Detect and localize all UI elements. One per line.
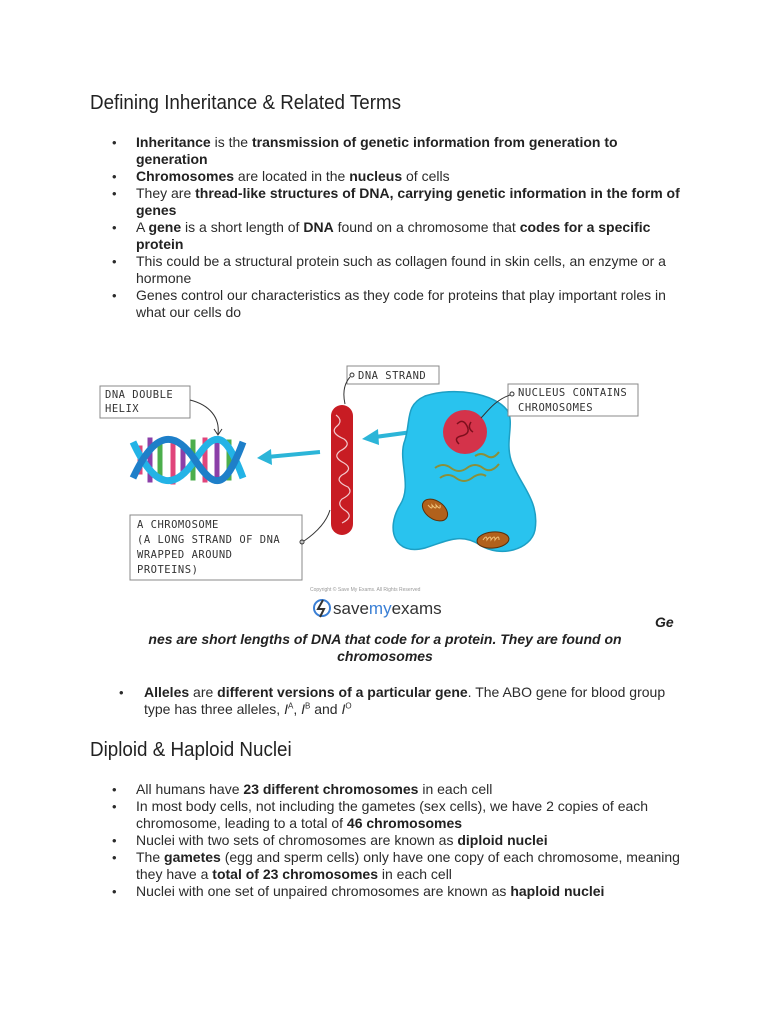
text: This could be a structural protein such as collagen found in skin cells, an enzyme or a hormone [136,253,666,286]
list-item [112,185,682,219]
text: , [293,701,302,717]
allele-superscript: B [305,701,311,711]
dna-chromosome-diagram [95,360,655,622]
bold-term: codes for a specific protein [136,219,651,252]
inheritance-bullet-list [112,134,682,321]
brand-text: savemyexams [333,599,442,618]
bold-term: nucleus [349,168,403,184]
list-item [112,287,682,321]
bold-term: diploid nuclei [457,832,548,848]
list-item [112,883,682,900]
label-chromosome-4: PROTEINS) [137,564,199,576]
text: Genes control our characteristics as they code for proteins that play important roles in what our cells do [136,287,666,320]
text: found on a chromosome that [333,219,520,235]
bold-term: transmission of genetic information from generation to generation [136,134,618,167]
bold-term: Alleles [144,684,190,700]
bold-term: 46 chromosomes [346,815,463,831]
bold-term: 23 different chromosomes [243,781,419,797]
list-item [119,684,689,718]
allele-symbol: I [301,701,305,717]
text: is a short length of [181,219,304,235]
text: are [189,684,218,700]
text: A [136,219,149,235]
text: and [310,701,342,717]
list-item [112,849,682,883]
list-item [112,781,682,798]
text: of cells [402,168,450,184]
list-item [112,798,682,832]
caption-start: Ge [655,614,674,630]
chromosome-illustration [331,405,353,535]
list-item [112,168,682,185]
text: are located in the [234,168,350,184]
allele-symbol: I [341,701,346,717]
label-dna-double-helix-1: DNA DOUBLE [105,389,174,401]
bold-term: Chromosomes [136,168,235,184]
text: Nuclei with two sets of chromosomes are known as [136,832,458,848]
dna-double-helix-illustration [133,439,243,482]
list-item [112,219,682,253]
text: They are [136,185,196,201]
text: In most body cells, not including the gametes (sex cells), we have 2 copies of each chromosome, leading to a total of [136,798,649,831]
allele-superscript: O [345,701,352,711]
text: Nuclei with one set of unpaired chromosomes are known as [136,883,511,899]
bold-term: total of 23 chromosomes [212,866,378,882]
bold-term: Inheritance [136,134,211,150]
section-title-inheritance: Defining Inheritance & Related Terms [90,92,402,114]
list-item [112,253,682,287]
label-nucleus-1: NUCLEUS CONTAINS [518,387,628,399]
text: The [136,849,165,865]
label-chromosome-2: (A LONG STRAND OF DNA [137,534,281,546]
bold-term: different versions of a particular gene [217,684,468,700]
allele-superscript: A [287,701,294,711]
figure-caption [140,614,680,665]
list-item [112,832,682,849]
bold-term: gametes [164,849,221,865]
label-dna-strand: DNA STRAND [358,370,427,382]
text: in each cell [377,866,452,882]
bold-term: gene [148,219,182,235]
text: is the [210,134,252,150]
bold-term: haploid nuclei [510,883,605,899]
label-dna-double-helix-2: HELIX [105,403,140,415]
allele-symbol: I [284,701,288,717]
text: (egg and sperm cells) only have one copy of each chromosome, meaning they have a [136,849,680,882]
alleles-bullet-list [119,684,689,718]
label-nucleus-2: CHROMOSOMES [518,402,594,414]
text: in each cell [418,781,493,797]
label-chromosome-1: A CHROMOSOME [137,519,219,531]
caption-rest: nes are short lengths of DNA that code for a protein. They are found on chromosomes [148,631,622,664]
label-chromosome-3: WRAPPED AROUND [137,549,233,561]
text: All humans have [136,781,244,797]
bold-term: thread-like structures of DNA, carrying genetic information in the form of genes [136,185,680,218]
copyright-text: Copyright © Save My Exams. All Rights Reserved [310,587,421,593]
section-title-diploid-haploid: Diploid & Haploid Nuclei [90,739,292,761]
text: . The ABO gene for blood group type has three alleles, [144,684,666,717]
list-item [112,134,682,168]
diploid-bullet-list [112,781,682,900]
bold-term: DNA [303,219,334,235]
